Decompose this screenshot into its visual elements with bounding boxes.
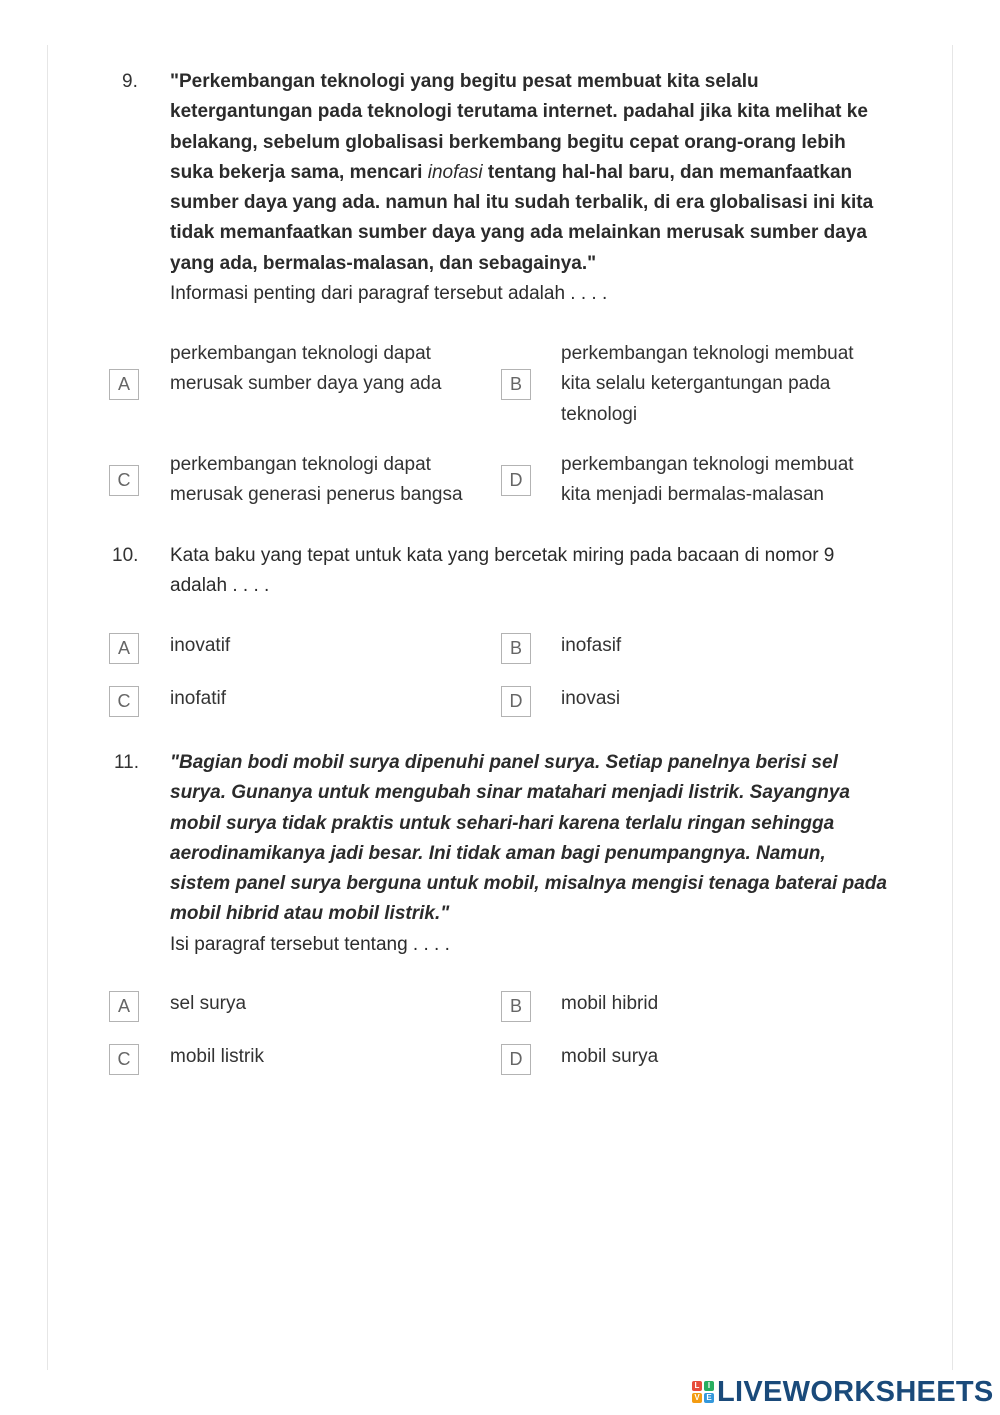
passage-text: tentang hal-hal baru, dan memanfaatkan sumber daya yang ada. namun hal itu sudah terbalik, di era globalisasi ini kita tidak memanfaatkan sumber daya yang ada melainkan merusak sumber daya yang ada, bermalas-malasan, dan sebagainya." <box>170 161 874 274</box>
question-prompt: Kata baku yang tepat untuk kata yang bercetak miring pada bacaan di nomor 9 adalah . . . . <box>170 545 835 597</box>
question-prompt: Informasi penting dari paragraf tersebut adalah . . . . <box>170 283 608 305</box>
logo-mark-letter: I <box>704 1381 714 1391</box>
option-a-box[interactable]: A <box>109 369 139 400</box>
question-text <box>170 748 890 960</box>
option-c-text: mobil listrik <box>170 1046 264 1067</box>
option-d-text: mobil surya <box>561 1046 659 1067</box>
option-a-box[interactable]: A <box>109 991 139 1022</box>
option-a-text: perkembangan teknologi dapat merusak sumber daya yang ada <box>170 343 442 395</box>
question-number: 11. <box>114 752 140 773</box>
option-b-text: mobil hibrid <box>561 993 659 1014</box>
logo-mark-letter: V <box>692 1393 702 1403</box>
option-a-text: sel surya <box>170 993 247 1014</box>
option-d-text: perkembangan teknologi membuat kita menjadi bermalas-malasan <box>561 454 854 506</box>
page-border-right <box>952 45 953 1370</box>
option-b-box[interactable]: B <box>501 633 531 664</box>
passage-text: "Perkembangan teknologi yang begitu pesat membuat kita selalu ketergantungan pada teknologi terutama internet. padahal jika kita melihat ke belakang, sebelum globalisasi berkembang begitu cepat orang-orang lebih suka bekerja sama, mencari <box>170 71 868 183</box>
option-d-box[interactable]: D <box>501 686 531 717</box>
page-border-left <box>47 45 48 1370</box>
logo-mark-icon <box>692 1381 714 1403</box>
option-c-text: inofatif <box>170 688 226 709</box>
option-c-box[interactable]: C <box>109 465 139 496</box>
option-a-box[interactable]: A <box>109 633 139 664</box>
logo-text: LIVEWORKSHEETS <box>717 1376 994 1408</box>
option-b-text: inofasif <box>561 635 622 656</box>
option-d-box[interactable]: D <box>501 465 531 496</box>
option-c-box[interactable]: C <box>109 686 139 717</box>
option-d-text: inovasi <box>561 688 621 709</box>
option-c-box[interactable]: C <box>109 1044 139 1075</box>
option-c-text: perkembangan teknologi dapat merusak generasi penerus bangsa <box>170 454 463 506</box>
passage-text: "Bagian bodi mobil surya dipenuhi panel surya. Setiap panelnya berisi sel surya. Gunanya untuk mengubah sinar matahari menjadi listrik. Sayangnya mobil surya tidak praktis untuk sehari-hari karena terlalu ringan sehingga aerodinamikanya jadi besar. Ini tidak aman bagi penumpangnya. Namun, sistem panel surya berguna untuk mobil, misalnya mengisi tenaga baterai pada mobil hibrid atau mobil listrik." <box>170 752 887 925</box>
question-number: 10. <box>112 545 139 566</box>
option-b-box[interactable]: B <box>501 369 531 400</box>
liveworksheets-logo <box>692 1375 994 1409</box>
option-d-box[interactable]: D <box>501 1044 531 1075</box>
logo-mark-letter: E <box>704 1393 714 1403</box>
question-text <box>170 67 885 309</box>
question-number: 9. <box>122 71 138 92</box>
italic-word: inofasi <box>427 161 483 183</box>
option-b-text: perkembangan teknologi membuat kita selalu ketergantungan pada teknologi <box>561 343 854 425</box>
logo-mark-letter: L <box>692 1381 702 1391</box>
option-b-box[interactable]: B <box>501 991 531 1022</box>
question-prompt: Isi paragraf tersebut tentang . . . . <box>170 933 450 955</box>
option-a-text: inovatif <box>170 635 231 656</box>
